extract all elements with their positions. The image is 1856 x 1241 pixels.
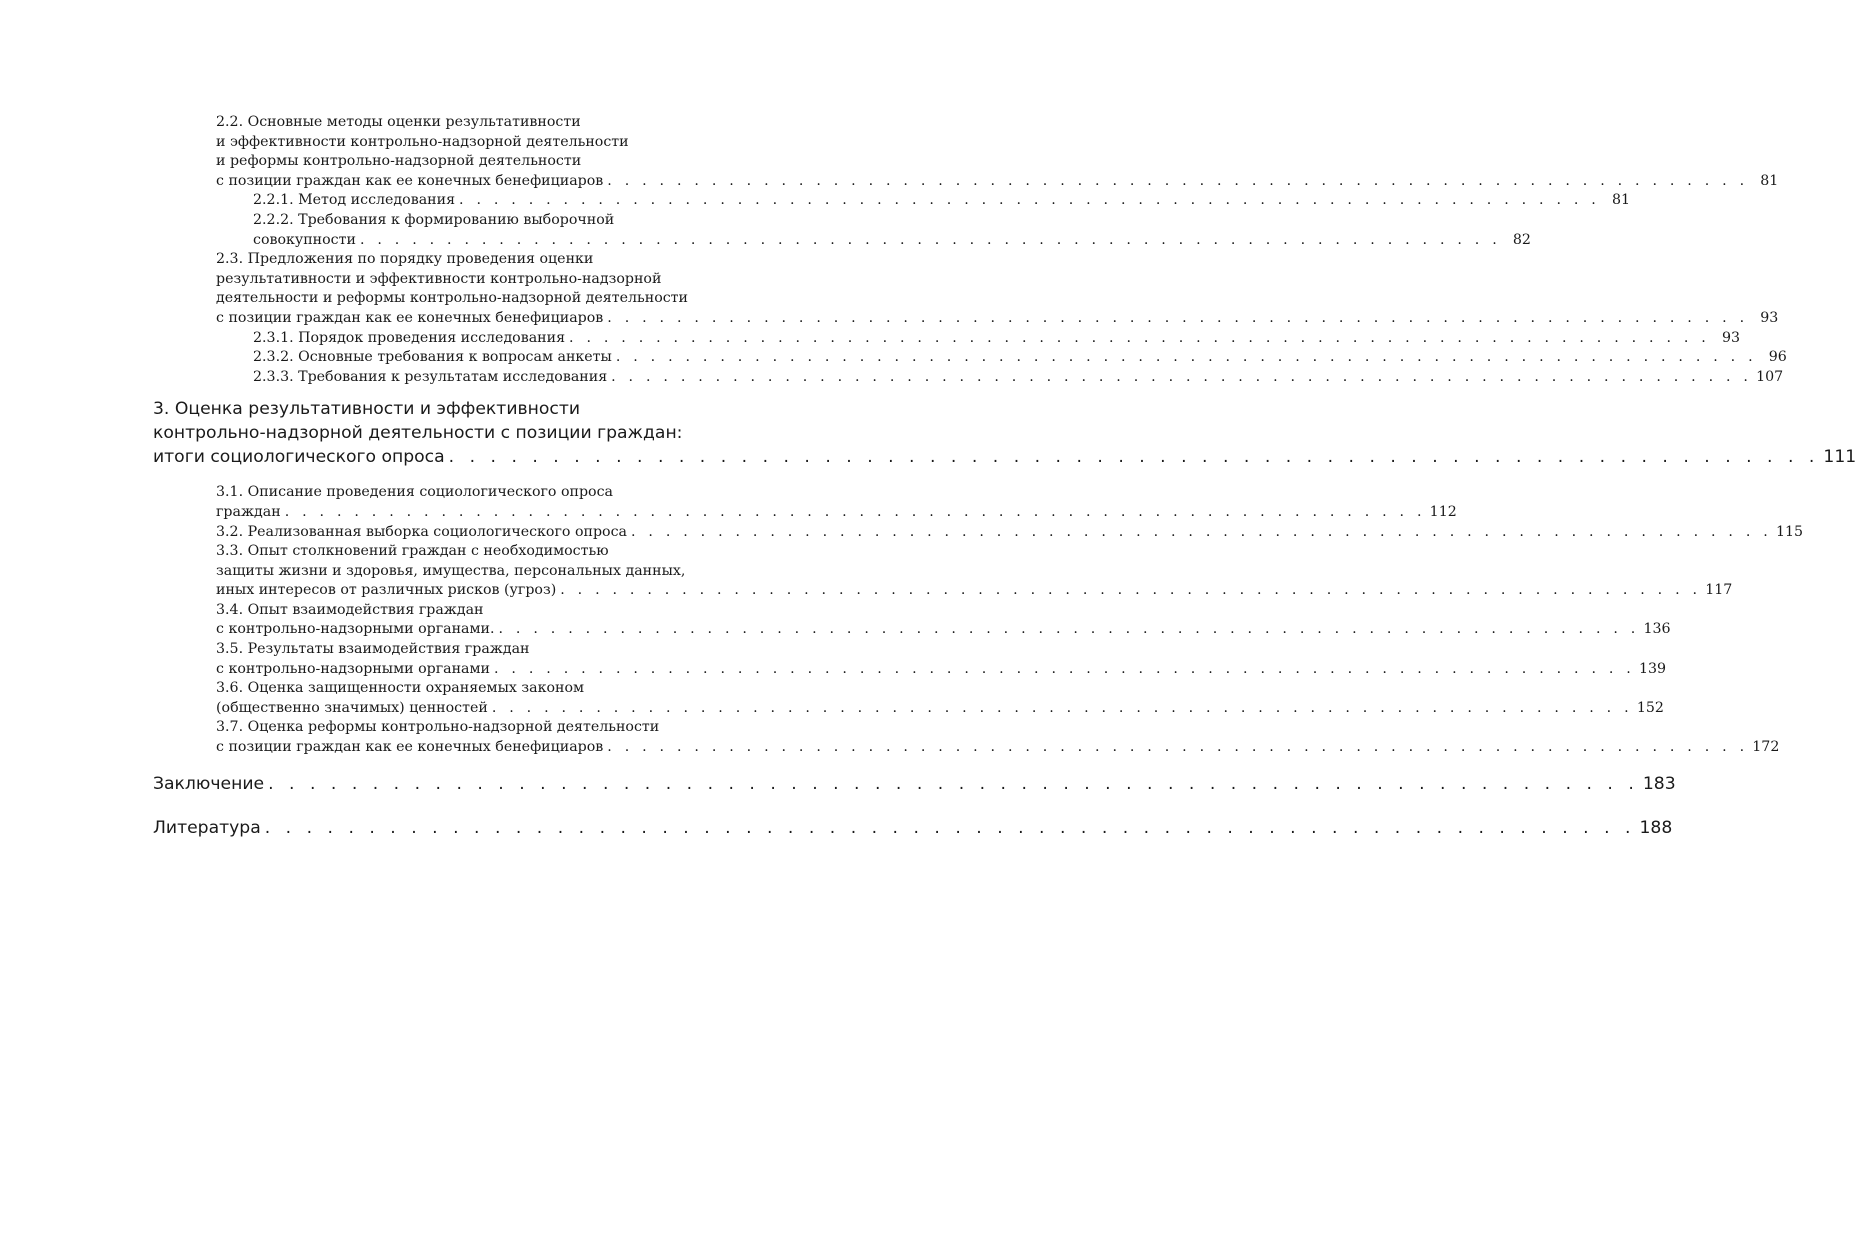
leader-dots: . . . . . . . . . . . . . . . . . . . . . . . . . . . . . . . . . . . . . . . . . . . . . . . . . . . . . . . . . . . . . . . . . . — [264, 817, 1636, 838]
page-number: 139 — [1639, 660, 1667, 677]
toc-entry-3-6[interactable] — [216, 679, 1664, 718]
toc-entry-chapter-3[interactable] — [153, 397, 1856, 469]
toc-entry-2-3-2[interactable] — [253, 348, 1787, 368]
page-number: 111 — [1823, 447, 1856, 468]
toc-entry-2-2-2[interactable] — [253, 211, 1531, 250]
toc-entry-text: 2.2.1. Метод исследования — [253, 192, 456, 209]
toc-entry-text: 3.7. Оценка реформы контрольно-надзорной деятельности — [216, 719, 660, 736]
page-number: 81 — [1760, 172, 1779, 189]
toc-entry-text: Заключение — [153, 773, 265, 794]
toc-entry-3-5[interactable] — [216, 640, 1667, 679]
toc-entry-literature[interactable] — [153, 816, 1673, 840]
toc-entry-text: 2.3. Предложения по порядку проведения оценки — [216, 251, 594, 268]
leader-dots: . . . . . . . . . . . . . . . . . . . . . . . . . . . . . . . . . . . . . . . . . . . . . . . . . . . . . . . . . . . . . . . . . . — [268, 773, 1639, 794]
leader-dots: . . . . . . . . . . . . . . . . . . . . . . . . . . . . . . . . . . . . . . . . . . . . . . . . . . . . . . . . . . . . . . . . . . — [569, 329, 1711, 346]
toc-entry-text: результативности и эффективности контрольно-надзорной — [216, 270, 662, 287]
toc-entry-text: и эффективности контрольно-надзорной деятельности — [216, 133, 629, 150]
toc-entry-text: 3. Оценка результативности и эффективности — [153, 399, 581, 420]
toc-entry-text: с позиции граждан как ее конечных бенефициаров — [216, 739, 604, 756]
leader-dots: . . . . . . . . . . . . . . . . . . . . . . . . . . . . . . . . . . . . . . . . . . . . . . . . . . . . . . . . . . . . . . . . . . — [498, 621, 1640, 638]
toc-entry-text: 3.5. Результаты взаимодействия граждан — [216, 641, 530, 658]
toc-entry-3-3[interactable] — [216, 542, 1733, 601]
toc-entry-text: и реформы контрольно-надзорной деятельности — [216, 153, 582, 170]
page-number: 115 — [1775, 523, 1804, 540]
page-number: 107 — [1756, 368, 1784, 385]
toc-entry-2-2-1[interactable] — [253, 191, 1631, 211]
page-number: 152 — [1636, 699, 1664, 716]
toc-entry-text: с позиции граждан как ее конечных бенефициаров — [216, 309, 604, 326]
leader-dots: . . . . . . . . . . . . . . . . . . . . . . . . . . . . . . . . . . . . . . . . . . . . . . . . . . . . . . . . . . . . . . . . . . — [607, 309, 1749, 326]
toc-entry-text: 3.6. Оценка защищенности охраняемых законом — [216, 680, 585, 697]
toc-entry-text: совокупности — [253, 231, 356, 248]
leader-dots: . . . . . . . . . . . . . . . . . . . . . . . . . . . . . . . . . . . . . . . . . . . . . . . . . . . . . . . . . . . . . . . . . . — [607, 739, 1749, 756]
toc-entry-text: с контрольно-надзорными органами. — [216, 621, 495, 638]
toc-entry-text: контрольно-надзорной деятельности с позиции граждан: — [153, 423, 683, 444]
page-number: 112 — [1429, 503, 1457, 520]
toc-entry-text: защиты жизни и здоровья, имущества, персональных данных, — [216, 562, 686, 579]
leader-dots: . . . . . . . . . . . . . . . . . . . . . . . . . . . . . . . . . . . . . . . . . . . . . . . . . . . . . . . . . . . . . . . . . . — [607, 172, 1749, 189]
toc-entry-text: 2.3.1. Порядок проведения исследования — [253, 329, 566, 346]
toc-entry-text: граждан — [216, 503, 281, 520]
page-number: 96 — [1768, 349, 1787, 366]
toc-entry-text: (общественно значимых) ценностей — [216, 699, 488, 716]
toc-entry-3-2[interactable] — [216, 523, 1804, 543]
toc-entry-text: с контрольно-надзорными органами — [216, 660, 491, 677]
toc-entry-2-3[interactable] — [216, 250, 1779, 328]
toc-entry-3-1[interactable] — [216, 483, 1457, 522]
toc-entry-text: деятельности и реформы контрольно-надзорной деятельности — [216, 290, 688, 307]
toc-entry-2-3-3[interactable] — [253, 368, 1784, 388]
page-number: 172 — [1752, 739, 1780, 756]
toc-entry-2-3-1[interactable] — [253, 329, 1741, 349]
page-number: 93 — [1721, 329, 1741, 346]
toc-entry-text: 3.1. Описание проведения социологического опроса — [216, 484, 614, 501]
toc-entry-text: 3.4. Опыт взаимодействия граждан — [216, 601, 484, 618]
table-of-contents — [153, 113, 1856, 840]
leader-dots: . . . . . . . . . . . . . . . . . . . . . . . . . . . . . . . . . . . . . . . . . . . . . . . . . . . . . . . . . . . . . . . . . . — [284, 503, 1426, 520]
toc-entry-3-4[interactable] — [216, 601, 1671, 640]
toc-entry-text: с позиции граждан как ее конечных бенефициаров — [216, 172, 604, 189]
page-number: 81 — [1611, 192, 1631, 209]
toc-entry-2-2[interactable] — [216, 113, 1779, 191]
leader-dots: . . . . . . . . . . . . . . . . . . . . . . . . . . . . . . . . . . . . . . . . . . . . . . . . . . . . . . . . . . . . . . . . . . — [560, 582, 1702, 599]
toc-entry-text: иных интересов от различных рисков (угроз) — [216, 582, 557, 599]
leader-dots: . . . . . . . . . . . . . . . . . . . . . . . . . . . . . . . . . . . . . . . . . . . . . . . . . . . . . . . . . . . . . . . . . . — [359, 231, 1501, 248]
toc-entry-text: 2.3.2. Основные требования к вопросам анкеты — [253, 349, 612, 366]
toc-entry-text: 3.2. Реализованная выборка социологического опроса — [216, 523, 627, 540]
page-number: 136 — [1643, 621, 1671, 638]
page-number: 93 — [1760, 309, 1779, 326]
toc-entry-text: 2.2.2. Требования к формированию выборочной — [253, 211, 615, 228]
leader-dots: . . . . . . . . . . . . . . . . . . . . . . . . . . . . . . . . . . . . . . . . . . . . . . . . . . . . . . . . . . . . . . . . . . — [448, 447, 1820, 468]
leader-dots: . . . . . . . . . . . . . . . . . . . . . . . . . . . . . . . . . . . . . . . . . . . . . . . . . . . . . . . . . . . . . . . . . . — [459, 192, 1601, 209]
leader-dots: . . . . . . . . . . . . . . . . . . . . . . . . . . . . . . . . . . . . . . . . . . . . . . . . . . . . . . . . . . . . . . . . . . — [615, 349, 1757, 366]
leader-dots: . . . . . . . . . . . . . . . . . . . . . . . . . . . . . . . . . . . . . . . . . . . . . . . . . . . . . . . . . . . . . . . . . . — [611, 368, 1753, 385]
leader-dots: . . . . . . . . . . . . . . . . . . . . . . . . . . . . . . . . . . . . . . . . . . . . . . . . . . . . . . . . . . . . . . . . . . — [491, 699, 1633, 716]
toc-entry-text: итоги социологического опроса — [153, 447, 445, 468]
toc-entry-text: 2.2. Основные методы оценки результативности — [216, 114, 581, 130]
page-number: 188 — [1639, 817, 1673, 838]
toc-entry-3-7[interactable] — [216, 718, 1780, 757]
toc-entry-text: 2.3.3. Требования к результатам исследования — [253, 368, 608, 385]
leader-dots: . . . . . . . . . . . . . . . . . . . . . . . . . . . . . . . . . . . . . . . . . . . . . . . . . . . . . . . . . . . . . . . . . . — [494, 660, 1635, 677]
leader-dots: . . . . . . . . . . . . . . . . . . . . . . . . . . . . . . . . . . . . . . . . . . . . . . . . . . . . . . . . . . . . . . . . . . — [630, 523, 1772, 540]
toc-entry-text: Литература — [153, 817, 261, 838]
page-number: 183 — [1642, 773, 1676, 794]
page-number: 117 — [1705, 582, 1733, 599]
toc-entry-conclusion[interactable] — [153, 772, 1676, 796]
toc-entry-text: 3.3. Опыт столкновений граждан с необходимостью — [216, 543, 609, 560]
page-number: 82 — [1512, 231, 1531, 248]
